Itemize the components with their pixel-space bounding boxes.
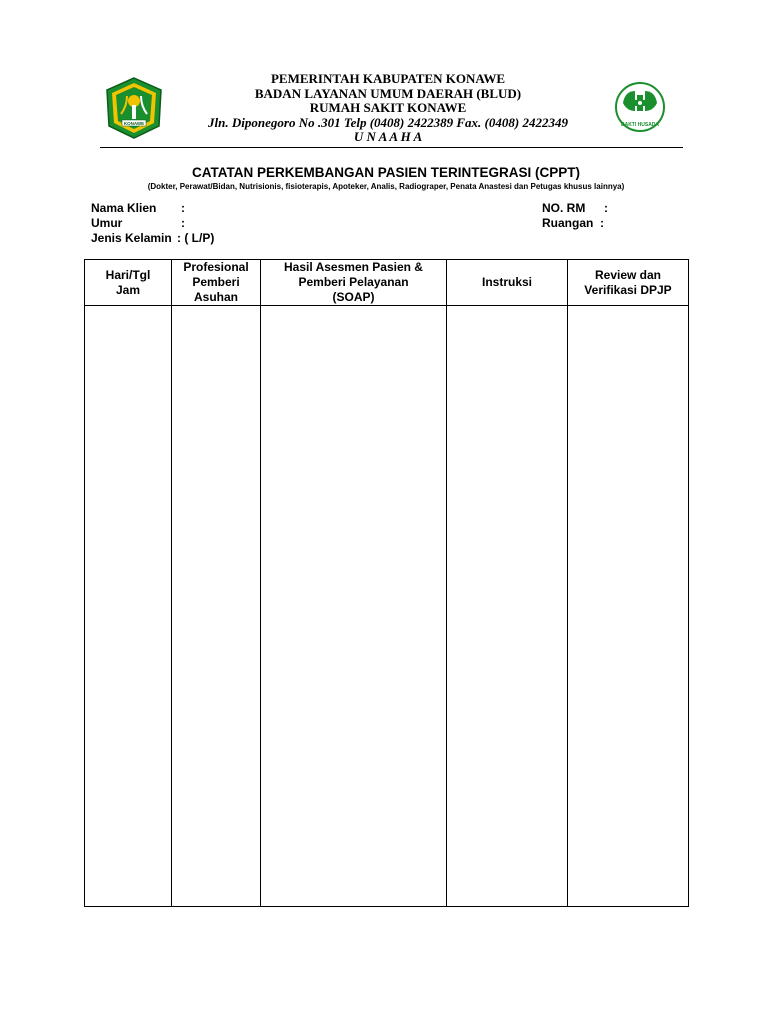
field-no-rm (542, 201, 608, 215)
field-jenis-kelamin-label: Jenis Kelamin (91, 231, 172, 245)
cell-hasil-asesmen[interactable] (261, 306, 447, 907)
table-row (85, 306, 689, 907)
form-subtitle: (Dokter, Perawat/Bidan, Nutrisionis, fisioterapis, Apoteker, Analis, Radiograper, Penata Anastesi dan Petugas khusus lainnya) (147, 182, 625, 191)
cppt-table (84, 259, 689, 907)
konawe-regency-logo (103, 76, 165, 140)
letterhead-city: U N A A H A (353, 129, 423, 144)
cell-hari-tgl-jam[interactable] (85, 306, 172, 907)
header-instruksi: Instruksi (447, 260, 568, 306)
logo-left-text: KONAWE (123, 121, 145, 126)
cell-profesional[interactable] (172, 306, 261, 907)
cell-review-dpjp[interactable] (568, 306, 689, 907)
header-hasil-asesmen: Hasil Asesmen Pasien & Pemberi Pelayanan (SOAP) (261, 260, 447, 306)
letterhead-address: Jln. Diponegoro No .301 Telp (0408) 2422389 Fax. (0408) 2422349 (208, 114, 568, 130)
field-umur-colon: : (181, 216, 185, 230)
field-jenis-kelamin-value: : ( L/P) (177, 231, 215, 245)
cell-instruksi[interactable] (447, 306, 568, 907)
field-ruangan-colon: : (600, 216, 604, 230)
header-review-dpjp: Review dan Verifikasi DPJP (568, 260, 689, 306)
field-no-rm-label: NO. RM (542, 201, 586, 215)
header-profesional: Profesional Pemberi Asuhan (172, 260, 261, 306)
letterhead-line1: PEMERINTAH KABUPATEN KONAWE (270, 71, 505, 86)
letterhead (168, 72, 608, 145)
letterhead-line2: BADAN LAYANAN UMUM DAERAH (BLUD) (254, 85, 522, 101)
field-nama-klien-colon: : (181, 201, 185, 215)
header-hari-tgl-jam: Hari/Tgl Jam (85, 260, 172, 306)
field-umur-label: Umur (91, 216, 123, 230)
field-no-rm-colon: : (604, 201, 608, 215)
letterhead-divider (100, 147, 683, 148)
letterhead-line3: RUMAH SAKIT KONAWE (309, 100, 467, 115)
logo-right-text: BAKTI HUSADA (620, 122, 660, 128)
table-header-row (85, 260, 689, 306)
field-ruangan-label: Ruangan (542, 216, 594, 230)
field-nama-klien-label: Nama Klien (91, 201, 157, 215)
field-umur (91, 216, 185, 230)
field-jenis-kelamin (91, 231, 214, 245)
field-nama-klien (91, 201, 185, 215)
bakti-husada-logo (611, 81, 669, 133)
form-title: CATATAN PERKEMBANGAN PASIEN TERINTEGRASI (CPPT) (192, 165, 580, 180)
field-ruangan (542, 216, 604, 230)
